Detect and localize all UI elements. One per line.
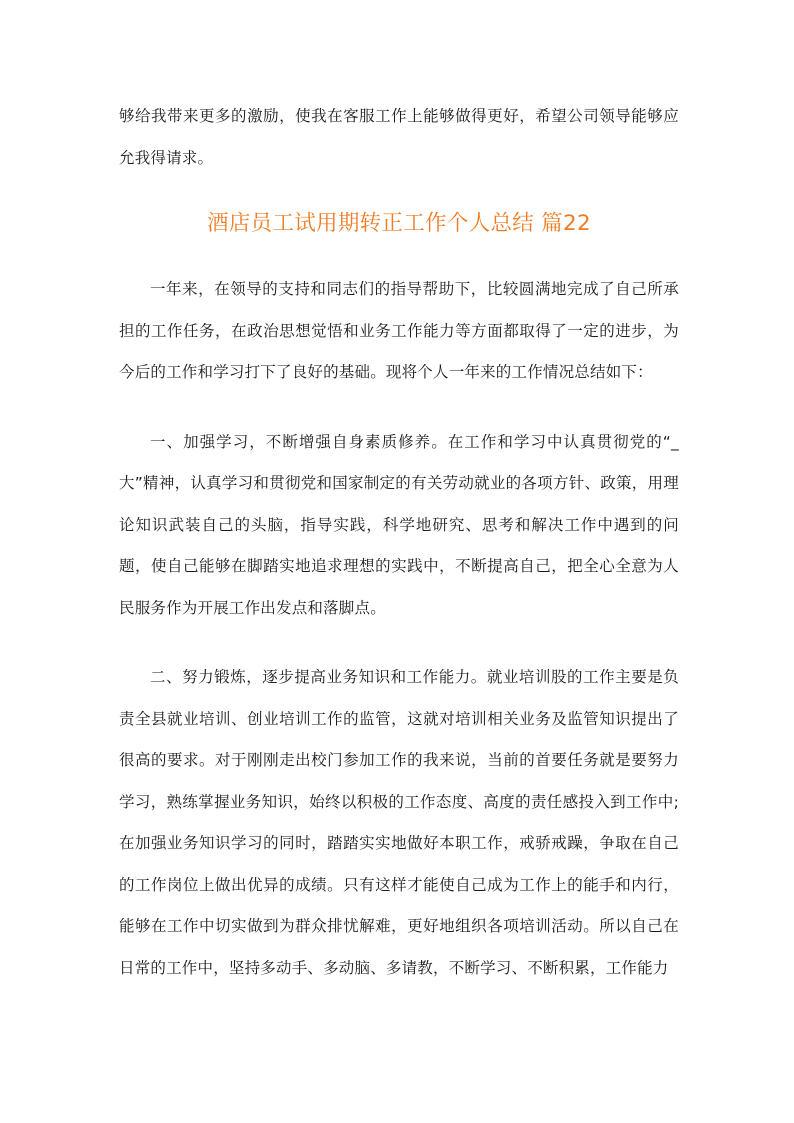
intro-paragraph: 够给我带来更多的激励，使我在客服工作上能够做得更好，希望公司领导能够应允我得请求。 <box>119 107 679 167</box>
paragraph-study: 一、加强学习，不断增强自身素质修养。在工作和学习中认真贯彻党的“_大”精神，认真学习和贯彻党和国家制定的有关劳动就业的各项方针、政策，用理论知识武装自己的头脑，指导实践，科学地研究、思考和解决工作中遇到的问题，使自己能够在脚踏实地追求理想的实践中，不断提高自己，把全心全意为人民服务作为开展工作出发点和落脚点。 <box>119 432 679 617</box>
section-title: 酒店员工试用期转正工作个人总结 篇22 <box>207 211 591 236</box>
paragraph-summary-intro: 一年来，在领导的支持和同志们的指导帮助下，比较圆满地完成了自己所承担的工作任务，在政治思想觉悟和业务工作能力等方面都取得了一定的进步，为今后的工作和学习打下了良好的基础。现将个人一年来的工作情况总结如下： <box>119 280 679 381</box>
paragraph-training: 二、努力锻炼，逐步提高业务知识和工作能力。就业培训股的工作主要是负责全县就业培训、创业培训工作的监管，这就对培训相关业务及监管知识提出了很高的要求。对于刚刚走出校门参加工作的我来说，当前的首要任务就是要努力学习，熟练掌握业务知识，始终以积极的工作态度、高度的责任感投入到工作中;在加强业务知识学习的同时，踏踏实实地做好本职工作，戒骄戒躁，争取在自己的工作岗位上做出优异的成绩。只有这样才能使自己成为工作上的能手和内行，能够在工作中切实做到为群众排忧解难，更好地组织各项培训活动。所以自己在日常的工作中，坚持多动手、多动脑、多请教，不断学习、不断积累，工作能力 <box>119 668 679 977</box>
document-page <box>119 96 679 989</box>
